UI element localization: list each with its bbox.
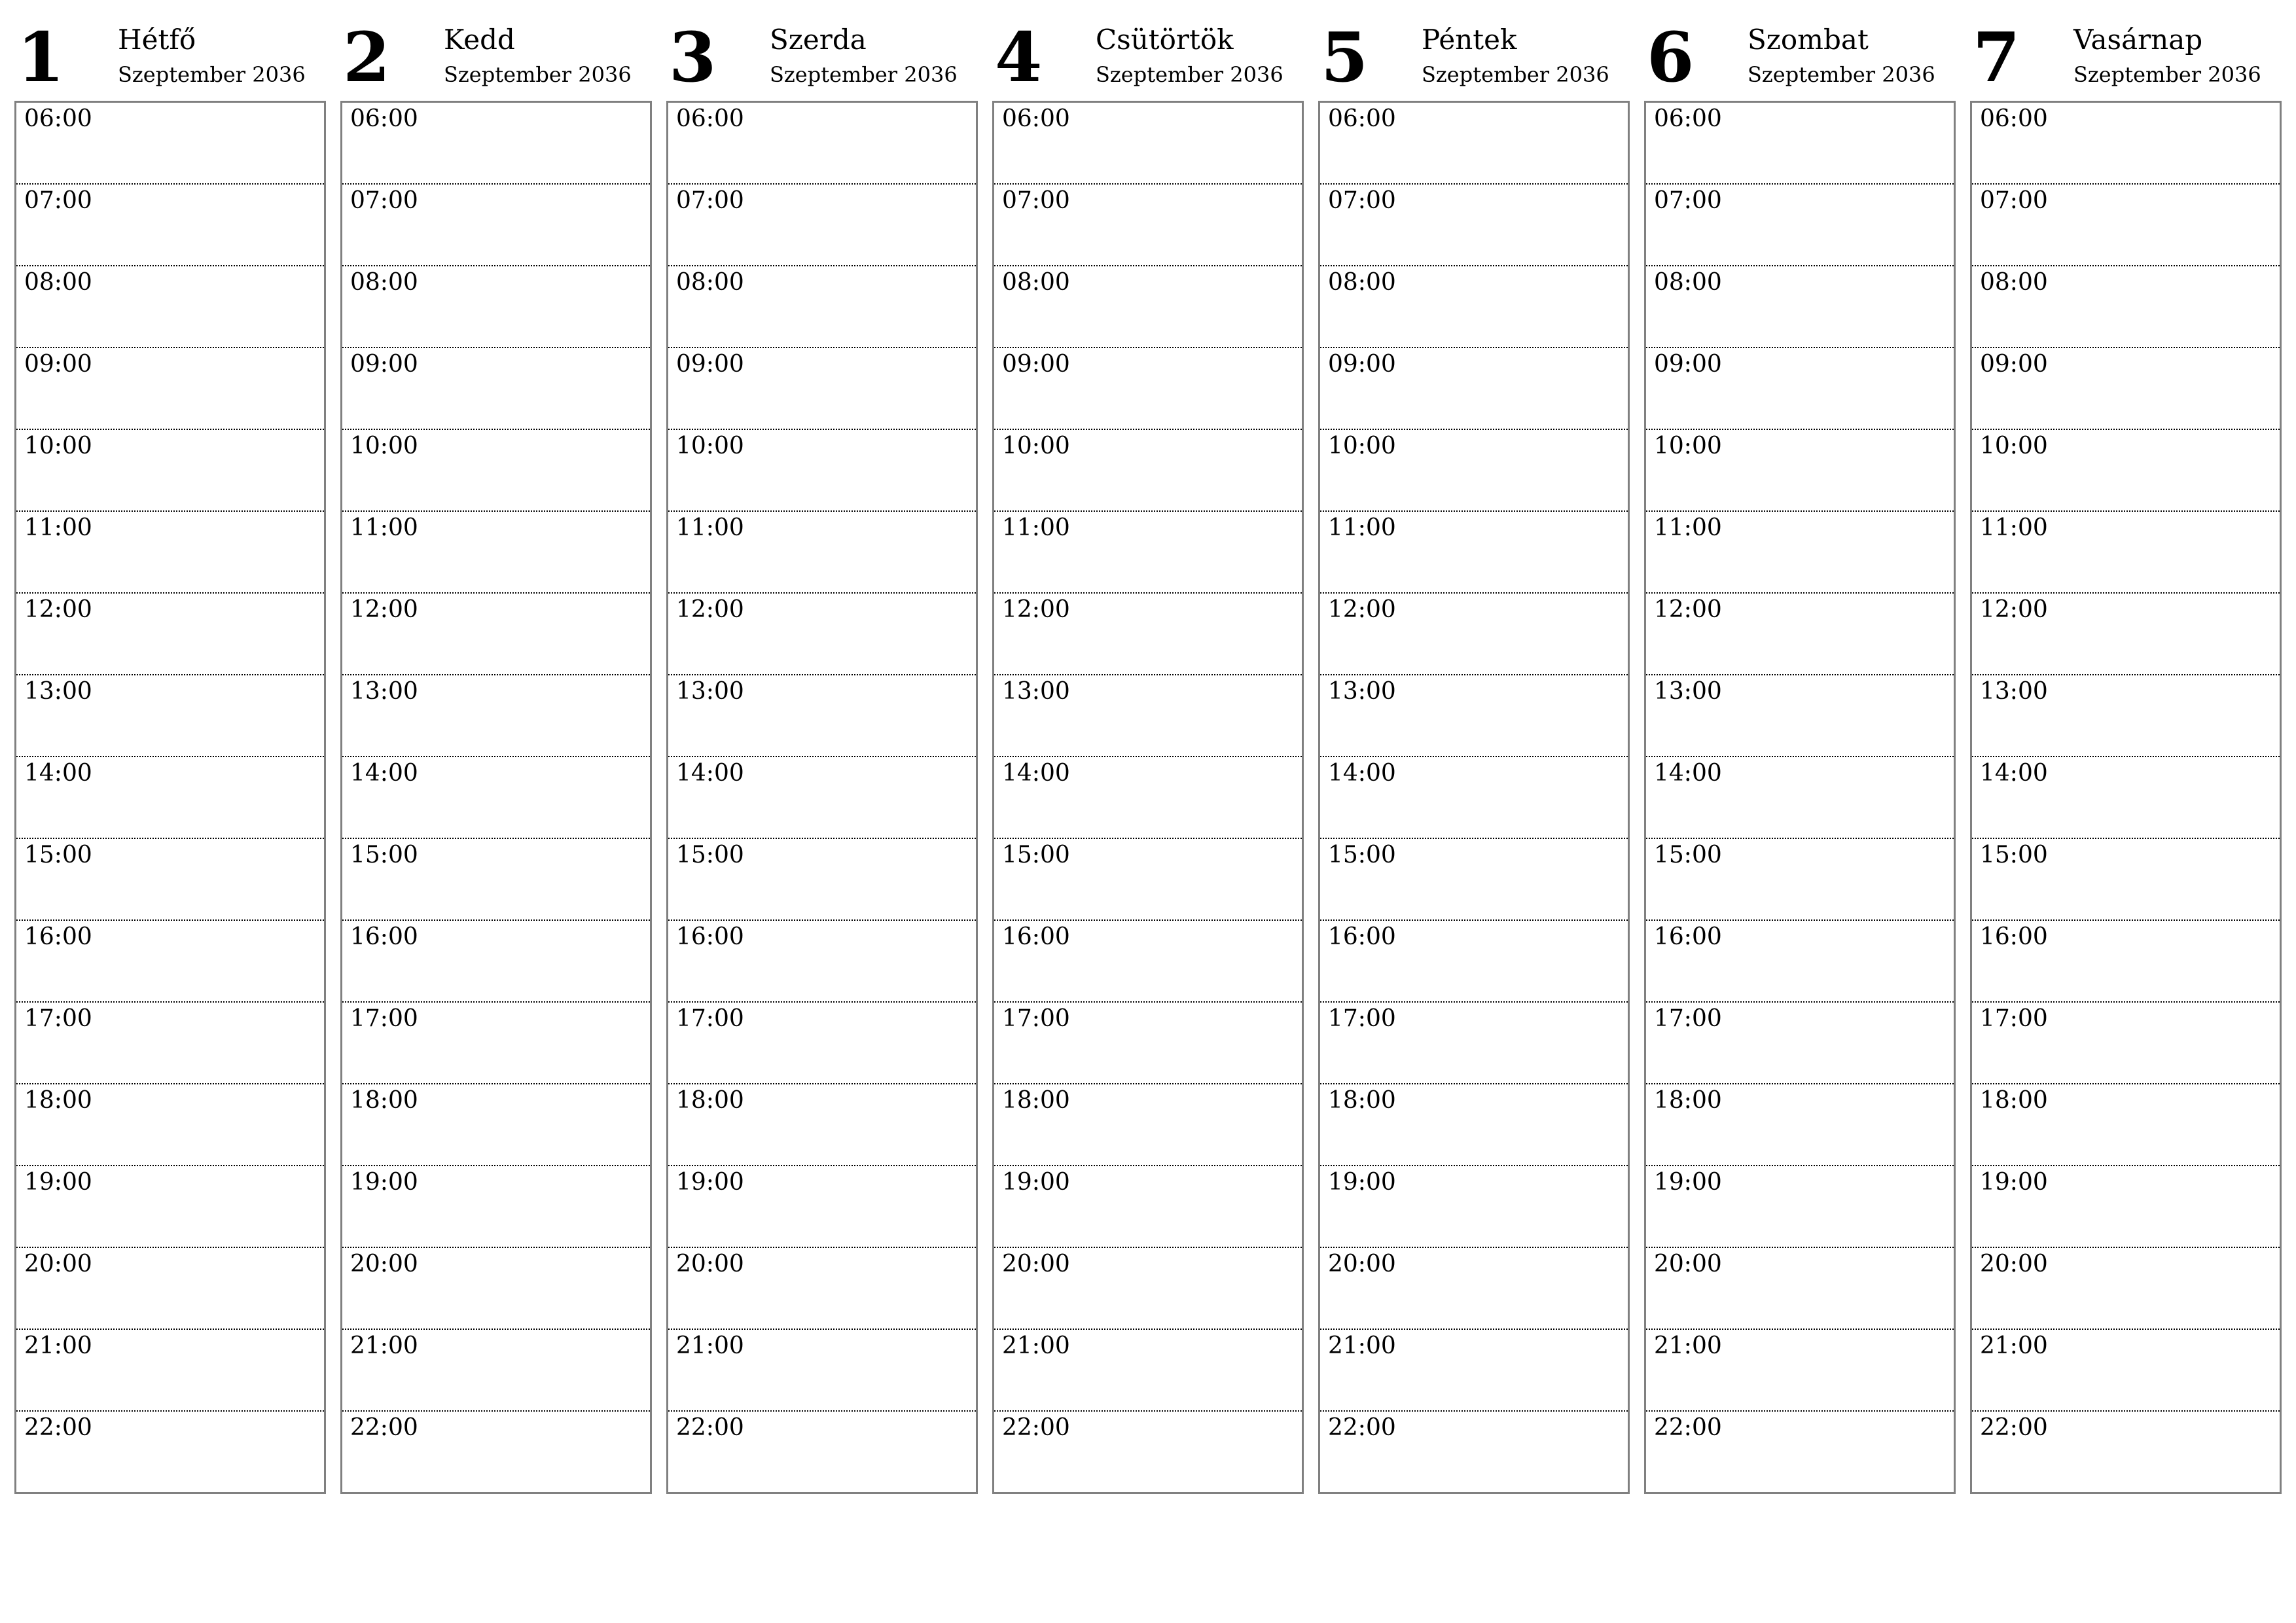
day-number: 2 (343, 17, 391, 98)
hour-slot[interactable] (1320, 839, 1628, 921)
hour-label: 07:00 (676, 187, 744, 214)
day-name: Hétfő (118, 24, 196, 56)
hour-label: 21:00 (1002, 1332, 1070, 1359)
hour-slot[interactable] (342, 1084, 650, 1166)
hour-slot[interactable] (16, 1330, 324, 1412)
day-column (1970, 0, 2283, 1499)
hour-label: 22:00 (1328, 1414, 1396, 1441)
hour-label: 16:00 (350, 923, 418, 950)
hour-label: 19:00 (1328, 1169, 1396, 1196)
hour-label: 14:00 (1654, 760, 1722, 787)
hour-slot[interactable] (342, 1166, 650, 1248)
day-header (992, 0, 1305, 101)
hour-label: 06:00 (24, 105, 92, 132)
hour-label: 16:00 (1002, 923, 1070, 950)
hour-label: 22:00 (1980, 1414, 2048, 1441)
day-month: Szeptember 2036 (770, 62, 958, 87)
day-month: Szeptember 2036 (118, 62, 306, 87)
hour-slot[interactable] (994, 348, 1302, 430)
hour-slot[interactable] (16, 185, 324, 266)
hour-slot[interactable] (16, 1084, 324, 1166)
hour-label: 18:00 (1980, 1087, 2048, 1114)
hour-label: 16:00 (676, 923, 744, 950)
hour-slot[interactable] (994, 594, 1302, 675)
day-name: Szombat (1748, 24, 1869, 56)
hour-slot[interactable] (16, 675, 324, 757)
hour-label: 18:00 (1654, 1087, 1722, 1114)
hour-slot[interactable] (1972, 1248, 2280, 1330)
hour-slot[interactable] (16, 103, 324, 185)
hour-slot[interactable] (668, 839, 976, 921)
hour-label: 21:00 (24, 1332, 92, 1359)
hour-label: 10:00 (1980, 433, 2048, 459)
hour-slot[interactable] (668, 1330, 976, 1412)
hour-label: 09:00 (676, 351, 744, 378)
hour-slot[interactable] (1972, 757, 2280, 839)
hour-label: 10:00 (1654, 433, 1722, 459)
hour-label: 14:00 (1328, 760, 1396, 787)
hour-label: 19:00 (1002, 1169, 1070, 1196)
hour-slot[interactable] (1972, 512, 2280, 594)
day-header (666, 0, 979, 101)
hour-slot[interactable] (1646, 675, 1954, 757)
hour-label: 07:00 (24, 187, 92, 214)
day-column (1644, 0, 1957, 1499)
hour-slot[interactable] (1646, 1330, 1954, 1412)
hour-label: 12:00 (1654, 596, 1722, 623)
hour-slot[interactable] (1646, 512, 1954, 594)
hour-slot[interactable] (1646, 921, 1954, 1003)
hour-label: 06:00 (676, 105, 744, 132)
hour-label: 11:00 (350, 514, 418, 541)
day-column (992, 0, 1305, 1499)
hour-slot[interactable] (1320, 1166, 1628, 1248)
hour-label: 21:00 (1654, 1332, 1722, 1359)
hour-label: 18:00 (350, 1087, 418, 1114)
hour-slot[interactable] (994, 839, 1302, 921)
hour-slot[interactable] (1972, 1330, 2280, 1412)
hour-label: 20:00 (24, 1251, 92, 1277)
hour-slot[interactable] (668, 1166, 976, 1248)
hour-slot[interactable] (1320, 348, 1628, 430)
day-name: Kedd (444, 24, 515, 56)
hour-slot[interactable] (994, 675, 1302, 757)
hour-label: 09:00 (1002, 351, 1070, 378)
hour-label: 18:00 (24, 1087, 92, 1114)
hour-grid (992, 101, 1304, 1494)
hour-label: 22:00 (676, 1414, 744, 1441)
hour-slot[interactable] (1646, 757, 1954, 839)
hour-slot[interactable] (1972, 1412, 2280, 1493)
hour-label: 16:00 (1980, 923, 2048, 950)
hour-slot[interactable] (994, 1084, 1302, 1166)
day-column (340, 0, 653, 1499)
hour-slot[interactable] (16, 266, 324, 348)
hour-label: 19:00 (1654, 1169, 1722, 1196)
hour-label: 16:00 (24, 923, 92, 950)
hour-slot[interactable] (668, 1084, 976, 1166)
hour-label: 11:00 (1654, 514, 1722, 541)
hour-label: 14:00 (350, 760, 418, 787)
hour-label: 20:00 (1002, 1251, 1070, 1277)
day-header (1644, 0, 1957, 101)
hour-slot[interactable] (1972, 1084, 2280, 1166)
hour-label: 19:00 (676, 1169, 744, 1196)
hour-slot[interactable] (1972, 1003, 2280, 1084)
hour-label: 11:00 (1002, 514, 1070, 541)
hour-label: 13:00 (1002, 678, 1070, 705)
hour-label: 06:00 (1980, 105, 2048, 132)
hour-label: 15:00 (1654, 842, 1722, 868)
hour-slot[interactable] (1972, 266, 2280, 348)
hour-label: 20:00 (1980, 1251, 2048, 1277)
hour-slot[interactable] (342, 103, 650, 185)
hour-label: 10:00 (24, 433, 92, 459)
hour-label: 07:00 (1328, 187, 1396, 214)
hour-label: 22:00 (350, 1414, 418, 1441)
hour-slot[interactable] (994, 757, 1302, 839)
hour-slot[interactable] (1646, 348, 1954, 430)
hour-label: 13:00 (1654, 678, 1722, 705)
hour-slot[interactable] (668, 103, 976, 185)
hour-label: 13:00 (350, 678, 418, 705)
hour-label: 08:00 (1002, 269, 1070, 296)
day-month: Szeptember 2036 (1748, 62, 1935, 87)
hour-label: 19:00 (1980, 1169, 2048, 1196)
day-number: 5 (1321, 17, 1369, 98)
hour-label: 17:00 (1654, 1005, 1722, 1032)
hour-slot[interactable] (1320, 103, 1628, 185)
hour-label: 09:00 (1654, 351, 1722, 378)
hour-label: 22:00 (1654, 1414, 1722, 1441)
hour-slot[interactable] (16, 1248, 324, 1330)
hour-slot[interactable] (1320, 594, 1628, 675)
hour-grid (14, 101, 326, 1494)
day-month: Szeptember 2036 (444, 62, 632, 87)
hour-slot[interactable] (1972, 185, 2280, 266)
day-number: 4 (995, 17, 1043, 98)
hour-slot[interactable] (994, 921, 1302, 1003)
hour-label: 15:00 (676, 842, 744, 868)
hour-slot[interactable] (16, 594, 324, 675)
hour-label: 09:00 (350, 351, 418, 378)
hour-slot[interactable] (16, 1412, 324, 1493)
hour-label: 20:00 (1328, 1251, 1396, 1277)
hour-slot[interactable] (342, 1330, 650, 1412)
day-month: Szeptember 2036 (1422, 62, 1609, 87)
hour-label: 11:00 (1980, 514, 2048, 541)
day-header (14, 0, 327, 101)
hour-slot[interactable] (668, 594, 976, 675)
hour-slot[interactable] (16, 1003, 324, 1084)
hour-slot[interactable] (668, 266, 976, 348)
hour-slot[interactable] (342, 921, 650, 1003)
hour-label: 19:00 (24, 1169, 92, 1196)
hour-label: 15:00 (1002, 842, 1070, 868)
hour-slot[interactable] (342, 430, 650, 512)
hour-slot[interactable] (1320, 757, 1628, 839)
hour-slot[interactable] (1320, 1248, 1628, 1330)
day-month: Szeptember 2036 (2073, 62, 2261, 87)
hour-slot[interactable] (342, 348, 650, 430)
hour-slot[interactable] (994, 103, 1302, 185)
hour-slot[interactable] (16, 430, 324, 512)
hour-slot[interactable] (1972, 675, 2280, 757)
day-number: 1 (17, 17, 65, 98)
hour-label: 19:00 (350, 1169, 418, 1196)
hour-slot[interactable] (1972, 594, 2280, 675)
hour-label: 07:00 (1002, 187, 1070, 214)
hour-label: 12:00 (350, 596, 418, 623)
hour-label: 11:00 (24, 514, 92, 541)
hour-label: 10:00 (676, 433, 744, 459)
hour-slot[interactable] (342, 512, 650, 594)
hour-label: 12:00 (1980, 596, 2048, 623)
day-column (666, 0, 979, 1499)
hour-slot[interactable] (342, 757, 650, 839)
day-column (1318, 0, 1631, 1499)
hour-label: 08:00 (676, 269, 744, 296)
hour-slot[interactable] (1320, 512, 1628, 594)
day-name: Csütörtök (1096, 24, 1234, 56)
hour-label: 06:00 (1328, 105, 1396, 132)
hour-slot[interactable] (668, 1412, 976, 1493)
hour-label: 10:00 (350, 433, 418, 459)
hour-slot[interactable] (994, 1330, 1302, 1412)
hour-slot[interactable] (342, 1248, 650, 1330)
hour-label: 16:00 (1328, 923, 1396, 950)
hour-label: 14:00 (676, 760, 744, 787)
hour-slot[interactable] (994, 1248, 1302, 1330)
hour-grid (666, 101, 978, 1494)
hour-label: 14:00 (24, 760, 92, 787)
hour-slot[interactable] (994, 512, 1302, 594)
hour-slot[interactable] (1320, 266, 1628, 348)
hour-slot[interactable] (1320, 921, 1628, 1003)
hour-slot[interactable] (994, 1003, 1302, 1084)
hour-slot[interactable] (1646, 1166, 1954, 1248)
hour-slot[interactable] (342, 1412, 650, 1493)
hour-slot[interactable] (1320, 1003, 1628, 1084)
day-name: Szerda (770, 24, 867, 56)
hour-slot[interactable] (1972, 921, 2280, 1003)
hour-label: 21:00 (1328, 1332, 1396, 1359)
hour-slot[interactable] (668, 430, 976, 512)
hour-grid (1970, 101, 2282, 1494)
hour-label: 06:00 (1654, 105, 1722, 132)
hour-slot[interactable] (342, 675, 650, 757)
hour-label: 10:00 (1002, 433, 1070, 459)
hour-slot[interactable] (1646, 1412, 1954, 1493)
hour-slot[interactable] (16, 921, 324, 1003)
hour-label: 07:00 (1654, 187, 1722, 214)
hour-label: 12:00 (1328, 596, 1396, 623)
hour-label: 18:00 (1002, 1087, 1070, 1114)
hour-slot[interactable] (1320, 430, 1628, 512)
hour-label: 07:00 (1980, 187, 2048, 214)
hour-slot[interactable] (668, 1003, 976, 1084)
hour-slot[interactable] (1972, 430, 2280, 512)
hour-slot[interactable] (342, 1003, 650, 1084)
hour-slot[interactable] (668, 675, 976, 757)
hour-label: 20:00 (676, 1251, 744, 1277)
hour-label: 11:00 (1328, 514, 1396, 541)
hour-slot[interactable] (994, 185, 1302, 266)
hour-slot[interactable] (994, 266, 1302, 348)
hour-grid (1644, 101, 1956, 1494)
day-column (14, 0, 327, 1499)
hour-slot[interactable] (342, 266, 650, 348)
hour-label: 08:00 (350, 269, 418, 296)
hour-label: 14:00 (1980, 760, 2048, 787)
hour-label: 16:00 (1654, 923, 1722, 950)
hour-label: 20:00 (1654, 1251, 1722, 1277)
day-header (1318, 0, 1631, 101)
hour-slot[interactable] (1320, 185, 1628, 266)
hour-slot[interactable] (994, 430, 1302, 512)
hour-label: 08:00 (1980, 269, 2048, 296)
hour-label: 13:00 (1980, 678, 2048, 705)
hour-slot[interactable] (342, 185, 650, 266)
hour-slot[interactable] (1646, 1248, 1954, 1330)
hour-slot[interactable] (342, 594, 650, 675)
hour-slot[interactable] (668, 921, 976, 1003)
hour-label: 17:00 (350, 1005, 418, 1032)
hour-grid (340, 101, 652, 1494)
day-number: 3 (669, 17, 717, 98)
hour-label: 15:00 (1328, 842, 1396, 868)
hour-label: 22:00 (1002, 1414, 1070, 1441)
hour-label: 17:00 (24, 1005, 92, 1032)
day-header (1970, 0, 2283, 101)
hour-label: 08:00 (1328, 269, 1396, 296)
hour-slot[interactable] (342, 839, 650, 921)
hour-label: 17:00 (676, 1005, 744, 1032)
hour-slot[interactable] (668, 757, 976, 839)
hour-slot[interactable] (1646, 594, 1954, 675)
hour-grid (1318, 101, 1630, 1494)
day-header (340, 0, 653, 101)
hour-slot[interactable] (16, 512, 324, 594)
hour-label: 10:00 (1328, 433, 1396, 459)
hour-label: 17:00 (1328, 1005, 1396, 1032)
hour-slot[interactable] (16, 757, 324, 839)
hour-slot[interactable] (1646, 103, 1954, 185)
day-number: 6 (1647, 17, 1695, 98)
hour-slot[interactable] (1646, 1003, 1954, 1084)
hour-slot[interactable] (1646, 839, 1954, 921)
hour-slot[interactable] (1646, 266, 1954, 348)
hour-label: 14:00 (1002, 760, 1070, 787)
hour-label: 15:00 (24, 842, 92, 868)
hour-slot[interactable] (1320, 1412, 1628, 1493)
hour-slot[interactable] (1320, 1330, 1628, 1412)
hour-label: 09:00 (1328, 351, 1396, 378)
hour-label: 08:00 (1654, 269, 1722, 296)
hour-label: 21:00 (1980, 1332, 2048, 1359)
hour-label: 08:00 (24, 269, 92, 296)
hour-label: 15:00 (350, 842, 418, 868)
hour-slot[interactable] (16, 839, 324, 921)
hour-slot[interactable] (994, 1412, 1302, 1493)
hour-slot[interactable] (668, 185, 976, 266)
hour-label: 09:00 (24, 351, 92, 378)
hour-slot[interactable] (1972, 839, 2280, 921)
hour-label: 06:00 (1002, 105, 1070, 132)
hour-slot[interactable] (1972, 1166, 2280, 1248)
day-name: Péntek (1422, 24, 1517, 56)
hour-label: 13:00 (1328, 678, 1396, 705)
hour-slot[interactable] (1320, 1084, 1628, 1166)
hour-label: 12:00 (676, 596, 744, 623)
hour-slot[interactable] (1646, 185, 1954, 266)
hour-label: 17:00 (1002, 1005, 1070, 1032)
hour-slot[interactable] (668, 1248, 976, 1330)
hour-label: 12:00 (24, 596, 92, 623)
hour-slot[interactable] (1646, 430, 1954, 512)
hour-label: 07:00 (350, 187, 418, 214)
hour-slot[interactable] (1320, 675, 1628, 757)
hour-label: 09:00 (1980, 351, 2048, 378)
hour-label: 11:00 (676, 514, 744, 541)
hour-label: 17:00 (1980, 1005, 2048, 1032)
hour-slot[interactable] (16, 348, 324, 430)
hour-label: 15:00 (1980, 842, 2048, 868)
hour-slot[interactable] (668, 512, 976, 594)
hour-label: 18:00 (1328, 1087, 1396, 1114)
hour-label: 18:00 (676, 1087, 744, 1114)
day-month: Szeptember 2036 (1096, 62, 1283, 87)
hour-slot[interactable] (16, 1166, 324, 1248)
day-number: 7 (1973, 17, 2020, 98)
hour-label: 12:00 (1002, 596, 1070, 623)
hour-label: 22:00 (24, 1414, 92, 1441)
hour-label: 21:00 (350, 1332, 418, 1359)
hour-label: 13:00 (676, 678, 744, 705)
hour-label: 06:00 (350, 105, 418, 132)
hour-slot[interactable] (1972, 103, 2280, 185)
hour-slot[interactable] (1972, 348, 2280, 430)
hour-slot[interactable] (994, 1166, 1302, 1248)
hour-label: 20:00 (350, 1251, 418, 1277)
hour-slot[interactable] (668, 348, 976, 430)
day-name: Vasárnap (2073, 24, 2203, 56)
hour-label: 13:00 (24, 678, 92, 705)
hour-label: 21:00 (676, 1332, 744, 1359)
hour-slot[interactable] (1646, 1084, 1954, 1166)
